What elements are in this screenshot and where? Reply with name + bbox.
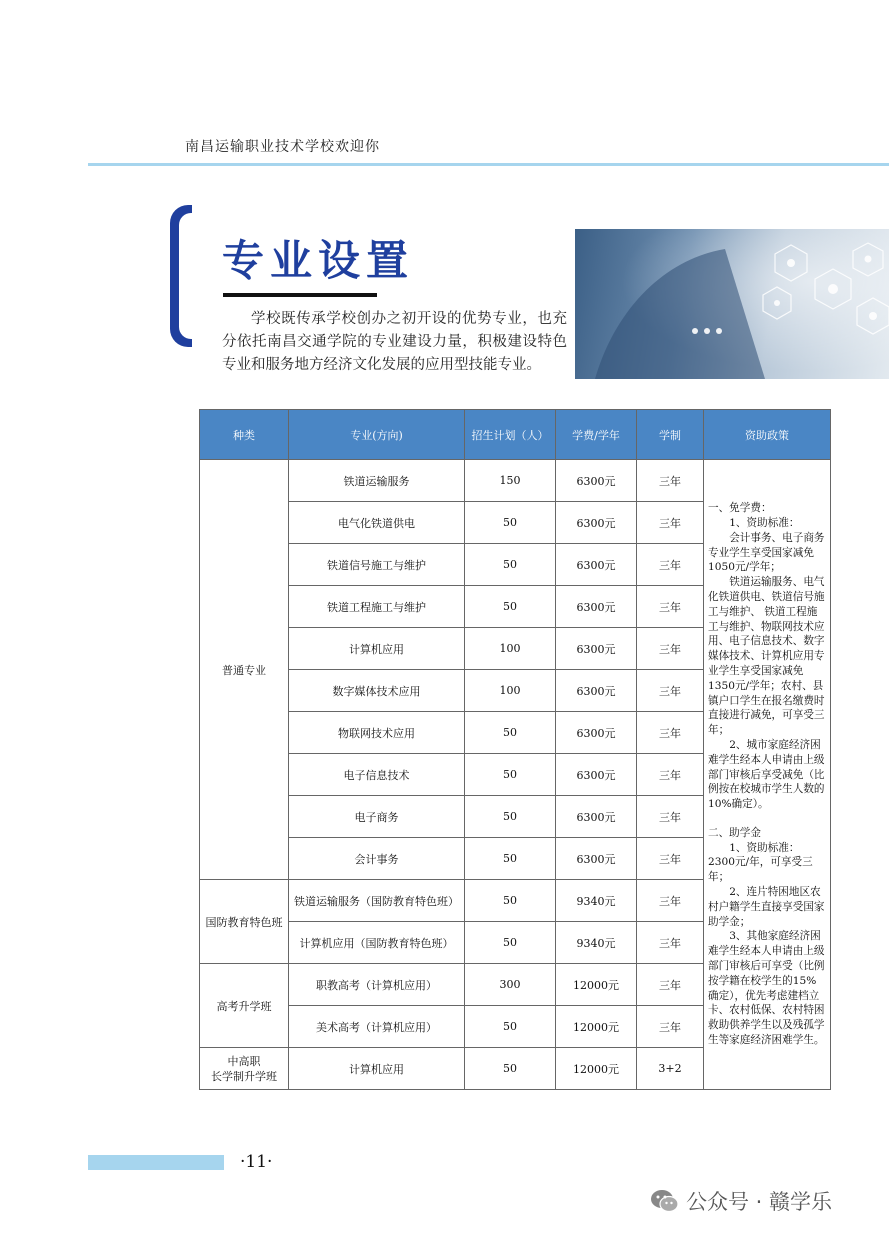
fee-cell: 12000元 bbox=[556, 1006, 637, 1048]
plan-cell: 50 bbox=[465, 502, 556, 544]
wechat-icon bbox=[650, 1188, 680, 1214]
category-cell bbox=[200, 1048, 289, 1090]
page-number: ·11· bbox=[240, 1152, 273, 1172]
major-cell: 计算机应用 bbox=[289, 1048, 465, 1090]
years-cell: 三年 bbox=[637, 502, 704, 544]
col-header-policy: 资助政策 bbox=[704, 410, 831, 460]
category-cell: 普通专业 bbox=[200, 460, 289, 880]
plan-cell: 300 bbox=[465, 964, 556, 1006]
years-cell: 三年 bbox=[637, 754, 704, 796]
plan-cell: 150 bbox=[465, 460, 556, 502]
policy-text: 1、资助标准：2300元/年，可享受三年； bbox=[708, 841, 813, 884]
major-cell: 物联网技术应用 bbox=[289, 712, 465, 754]
school-welcome-header: 南昌运输职业技术学校欢迎你 bbox=[185, 139, 380, 155]
major-cell: 计算机应用 bbox=[289, 628, 465, 670]
years-cell: 三年 bbox=[637, 460, 704, 502]
plan-cell: 50 bbox=[465, 796, 556, 838]
major-cell: 职教高考（计算机应用） bbox=[289, 964, 465, 1006]
years-cell: 三年 bbox=[637, 712, 704, 754]
years-cell: 三年 bbox=[637, 838, 704, 880]
table-row bbox=[200, 460, 831, 502]
major-cell: 电气化铁道供电 bbox=[289, 502, 465, 544]
policy-text: 2、城市家庭经济困难学生经本人申请由上级部门审核后享受减免（比例按在校城市学生人数的10%确定）。 bbox=[708, 738, 825, 811]
footer-bar bbox=[88, 1155, 224, 1170]
title-underline bbox=[223, 293, 377, 297]
category-line: 长学制升学班 bbox=[211, 1069, 277, 1083]
policy-heading: 一、免学费： bbox=[708, 502, 772, 515]
major-cell: 铁道运输服务 bbox=[289, 460, 465, 502]
fee-cell: 6300元 bbox=[556, 796, 637, 838]
watermark-text: 公众号 · 赣学乐 bbox=[686, 1190, 833, 1214]
majors-table bbox=[199, 409, 831, 1090]
years-cell: 三年 bbox=[637, 922, 704, 964]
fee-cell: 6300元 bbox=[556, 754, 637, 796]
plan-cell: 50 bbox=[465, 586, 556, 628]
table-header-row bbox=[200, 410, 831, 460]
major-cell: 电子信息技术 bbox=[289, 754, 465, 796]
policy-text: 3、其他家庭经济困难学生经本人申请由上级部门审核后可享受（比例按学籍在校学生的15%确定），优先考虑建档立卡、农村低保、农村特困救助供养学生以及残孤学生等家庭经济困难学生。 bbox=[708, 930, 825, 1047]
fee-cell: 6300元 bbox=[556, 502, 637, 544]
plan-cell: 50 bbox=[465, 1048, 556, 1090]
fee-cell: 9340元 bbox=[556, 922, 637, 964]
major-cell: 铁道工程施工与维护 bbox=[289, 586, 465, 628]
col-header-major: 专业(方向) bbox=[289, 410, 465, 460]
years-cell: 3+2 bbox=[637, 1048, 704, 1090]
plan-cell: 100 bbox=[465, 670, 556, 712]
major-cell: 铁道信号施工与维护 bbox=[289, 544, 465, 586]
years-cell: 三年 bbox=[637, 880, 704, 922]
col-header-category: 种类 bbox=[200, 410, 289, 460]
fee-cell: 6300元 bbox=[556, 712, 637, 754]
major-cell: 计算机应用（国防教育特色班） bbox=[289, 922, 465, 964]
plan-cell: 50 bbox=[465, 754, 556, 796]
col-header-plan: 招生计划（人） bbox=[465, 410, 556, 460]
policy-text: 1、资助标准： bbox=[729, 516, 800, 529]
years-cell: 三年 bbox=[637, 1006, 704, 1048]
major-cell: 电子商务 bbox=[289, 796, 465, 838]
fee-cell: 6300元 bbox=[556, 670, 637, 712]
header-rule bbox=[88, 163, 889, 166]
col-header-years: 学制 bbox=[637, 410, 704, 460]
major-cell: 数字媒体技术应用 bbox=[289, 670, 465, 712]
years-cell: 三年 bbox=[637, 796, 704, 838]
plan-cell: 100 bbox=[465, 628, 556, 670]
title-accent-bracket bbox=[170, 205, 192, 347]
policy-text: 铁道运输服务、电气化铁道供电、铁道信号施工与维护、 铁道工程施工与维护、物联网技术应用、电子信息技术、数字媒体技术、计算机应用专业学生享受国家减免1350元/学年；农村、县镇户口学生在报名缴费时直接进行减免，可享受三年； bbox=[708, 576, 825, 737]
policy-text: 2、连片特困地区农村户籍学生直接享受国家助学金； bbox=[708, 886, 825, 928]
fee-cell: 12000元 bbox=[556, 1048, 637, 1090]
watermark bbox=[650, 1186, 832, 1216]
plan-cell: 50 bbox=[465, 838, 556, 880]
policy-cell bbox=[704, 460, 831, 1090]
plan-cell: 50 bbox=[465, 922, 556, 964]
fee-cell: 9340元 bbox=[556, 880, 637, 922]
policy-text: 会计事务、电子商务专业学生享受国家减免1050元/学年； bbox=[708, 531, 825, 574]
fee-cell: 6300元 bbox=[556, 460, 637, 502]
category-cell: 国防教育特色班 bbox=[200, 880, 289, 964]
hexagon-overlay-icon bbox=[575, 229, 889, 379]
fee-cell: 6300元 bbox=[556, 628, 637, 670]
col-header-fee: 学费/学年 bbox=[556, 410, 637, 460]
plan-cell: 50 bbox=[465, 880, 556, 922]
plan-cell: 50 bbox=[465, 1006, 556, 1048]
years-cell: 三年 bbox=[637, 628, 704, 670]
category-cell: 高考升学班 bbox=[200, 964, 289, 1048]
category-line: 中高职 bbox=[227, 1054, 261, 1068]
policy-heading: 二、助学金 bbox=[708, 826, 761, 839]
section-intro: 学校既传承学校创办之初开设的优势专业，也充分依托南昌交通学院的专业建设力量，积极建设特色专业和服务地方经济文化发展的应用型技能专业。 bbox=[222, 311, 567, 373]
medical-tech-photo bbox=[575, 229, 889, 379]
section-title: 专业设置 bbox=[222, 236, 415, 285]
years-cell: 三年 bbox=[637, 586, 704, 628]
years-cell: 三年 bbox=[637, 544, 704, 586]
years-cell: 三年 bbox=[637, 964, 704, 1006]
years-cell: 三年 bbox=[637, 670, 704, 712]
fee-cell: 6300元 bbox=[556, 586, 637, 628]
major-cell: 铁道运输服务（国防教育特色班） bbox=[289, 880, 465, 922]
fee-cell: 12000元 bbox=[556, 964, 637, 1006]
major-cell: 会计事务 bbox=[289, 838, 465, 880]
plan-cell: 50 bbox=[465, 544, 556, 586]
major-cell: 美术高考（计算机应用） bbox=[289, 1006, 465, 1048]
fee-cell: 6300元 bbox=[556, 544, 637, 586]
fee-cell: 6300元 bbox=[556, 838, 637, 880]
plan-cell: 50 bbox=[465, 712, 556, 754]
